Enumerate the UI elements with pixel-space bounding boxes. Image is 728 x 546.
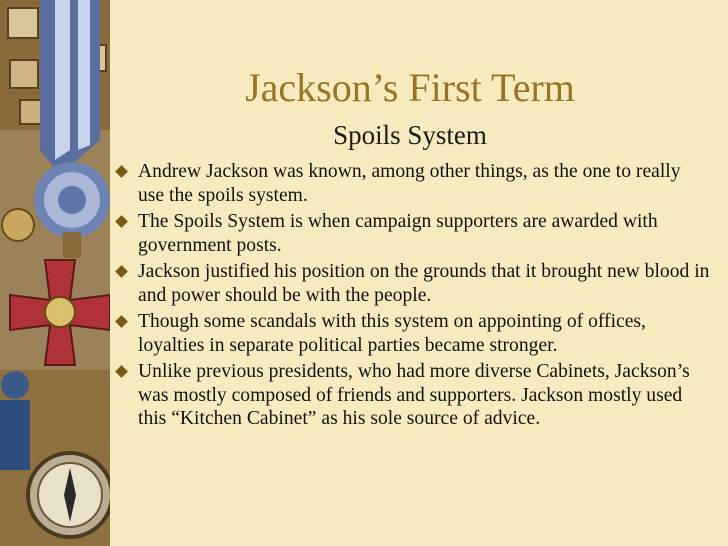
bullet-text: The Spoils System is when campaign supporters are awarded with government posts. [138,211,658,256]
diamond-bullet-icon [115,165,128,178]
decorative-medal-strip [0,0,110,546]
diamond-bullet-icon [115,315,128,328]
bullet-text: Unlike previous presidents, who had more diverse Cabinets, Jackson’s was mostly composed of friends and supporters. Jackson mostly used this “Kitchen Cabinet” as his sole source of advice. [138,361,690,429]
bullet-item [110,260,710,307]
bullet-item [110,310,710,357]
diamond-bullet-icon [115,365,128,378]
bullet-item [110,360,710,431]
bullet-list [110,160,710,434]
diamond-bullet-icon [115,265,128,278]
bullet-item [110,160,710,207]
bullet-text: Andrew Jackson was known, among other things, as the one to really use the spoils system. [138,161,681,206]
bullet-text: Though some scandals with this system on appointing of offices, loyalties in separate political parties became stronger. [138,311,646,356]
bullet-item [110,210,710,257]
diamond-bullet-icon [115,215,128,228]
slide-title: Jackson’s First Term [245,65,575,110]
bullet-text: Jackson justified his position on the grounds that it brought new blood in and power should be with the people. [138,261,710,306]
slide-subtitle: Spoils System [333,120,487,150]
compass-icon [28,453,110,537]
